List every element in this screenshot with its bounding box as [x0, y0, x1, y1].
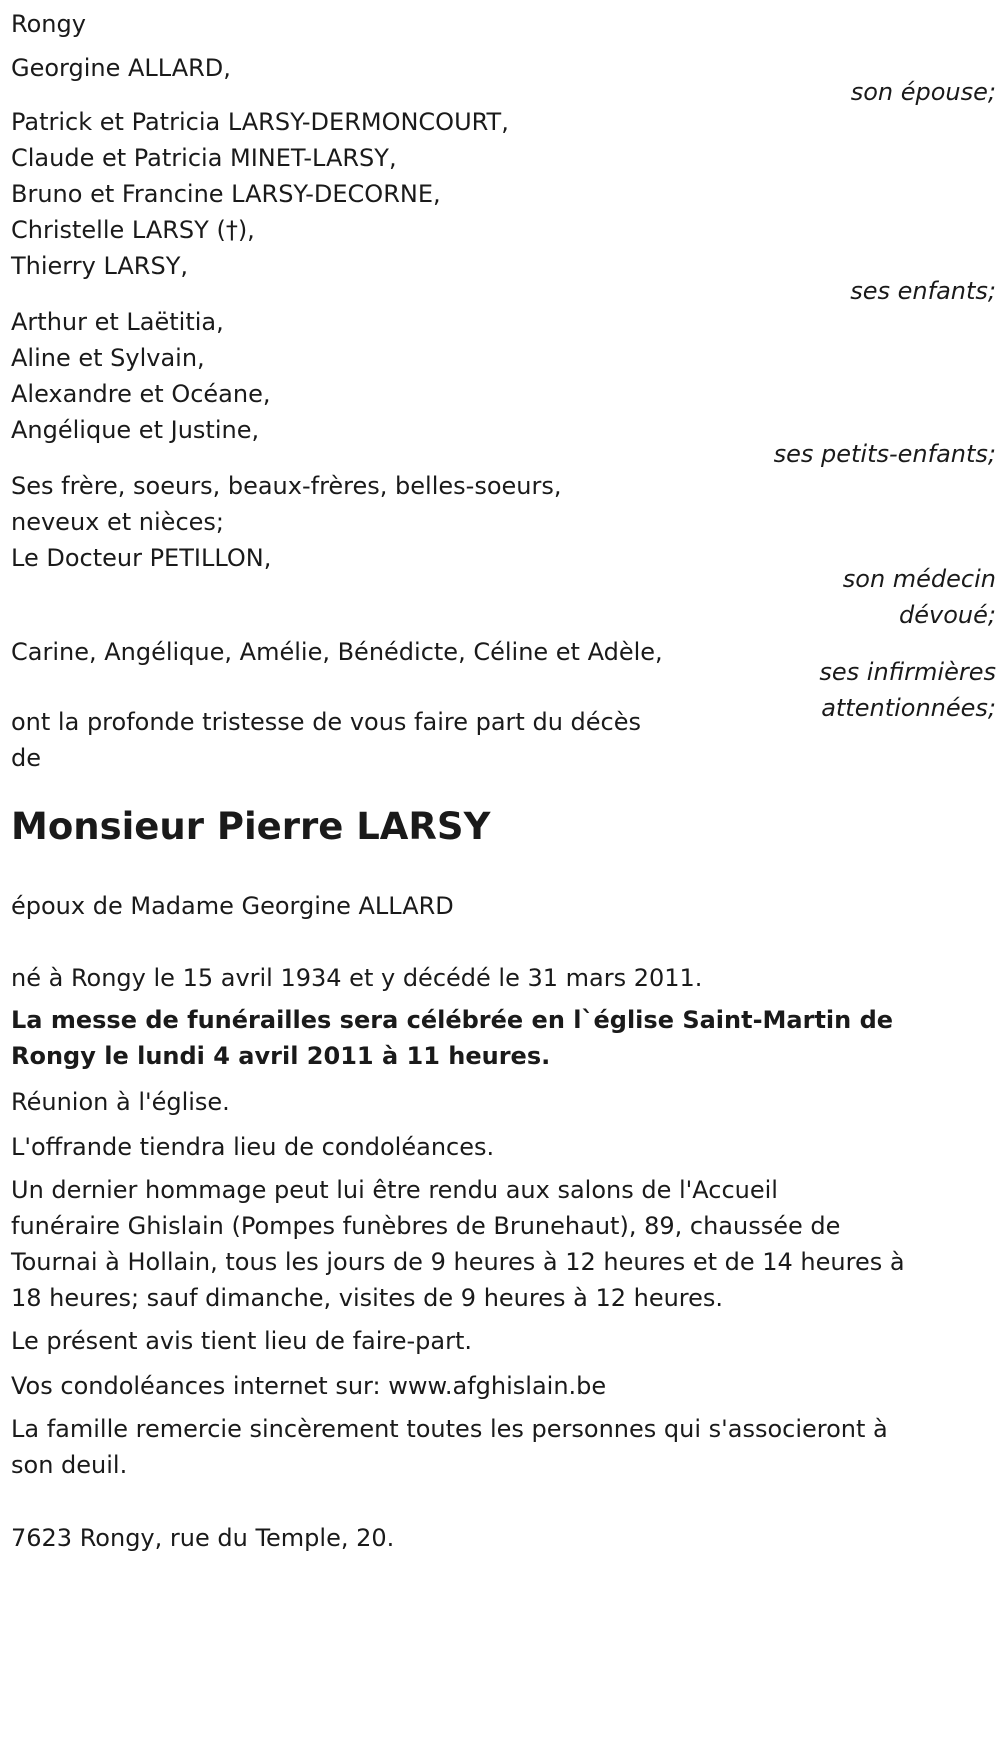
relation-label-grandchildren — [774, 434, 996, 474]
notice-line: Le présent avis tient lieu de faire-part. — [11, 1327, 473, 1355]
relation-label-nurses — [819, 654, 996, 726]
mass-line: La messe de funérailles sera célébrée en l`église Saint-Martin de — [11, 1006, 894, 1034]
family-group-grandchildren — [11, 304, 271, 448]
condolences-line: Vos condoléances internet sur: www.afghislain.be — [11, 1372, 607, 1400]
family-group-children — [11, 104, 509, 284]
funeral-mass — [11, 1002, 893, 1074]
family-name-line: Bruno et Francine LARSY-DECORNE, — [11, 180, 441, 208]
deceased-name: Monsieur Pierre LARSY — [11, 805, 491, 848]
relation-line: ses petits-enfants; — [773, 440, 996, 468]
address-line: 7623 Rongy, rue du Temple, 20. — [11, 1524, 395, 1552]
relation-line: ses infirmières — [819, 658, 996, 686]
announcement — [11, 704, 641, 776]
family-name-line: Aline et Sylvain, — [11, 344, 205, 372]
family-name-line: Carine, Angélique, Amélie, Bénédicte, Céline et Adèle, — [11, 638, 663, 666]
family-group-nurses — [11, 632, 663, 672]
relation-label-doctor — [843, 561, 996, 633]
relation-line: son épouse; — [850, 78, 996, 106]
relation-line: dévoué; — [899, 601, 996, 629]
homage-paragraph — [11, 1172, 905, 1316]
relation-label-spouse — [851, 72, 996, 112]
announcement-line: de — [11, 744, 41, 772]
thanks-line: son deuil. — [11, 1451, 128, 1479]
thanks-paragraph — [11, 1411, 888, 1483]
place-header: Rongy — [11, 10, 86, 38]
family-name-line: Christelle LARSY (†), — [11, 216, 255, 244]
homage-line: Un dernier hommage peut lui être rendu aux salons de l'Accueil — [11, 1176, 778, 1204]
family-name-line: Angélique et Justine, — [11, 416, 260, 444]
offering-line: L'offrande tiendra lieu de condoléances. — [11, 1133, 495, 1161]
family-group-siblings-doctor — [11, 468, 561, 576]
relation-line: ses enfants; — [850, 277, 996, 305]
family-name-line: Le Docteur PETILLON, — [11, 544, 272, 572]
family-group-spouse — [11, 48, 231, 88]
relation-line: attentionnées; — [821, 694, 996, 722]
family-name-line: neveux et nièces; — [11, 508, 224, 536]
homage-line: Tournai à Hollain, tous les jours de 9 heures à 12 heures et de 14 heures à — [11, 1248, 905, 1276]
spouse-line: époux de Madame Georgine ALLARD — [11, 892, 454, 920]
family-name-line: Arthur et Laëtitia, — [11, 308, 224, 336]
relation-line: son médecin — [842, 565, 996, 593]
birth-death-line: né à Rongy le 15 avril 1934 et y décédé le 31 mars 2011. — [11, 964, 703, 992]
family-name-line: Alexandre et Océane, — [11, 380, 271, 408]
mass-line: Rongy le lundi 4 avril 2011 à 11 heures. — [11, 1042, 551, 1070]
thanks-line: La famille remercie sincèrement toutes les personnes qui s'associeront à — [11, 1415, 888, 1443]
announcement-line: ont la profonde tristesse de vous faire part du décès — [11, 708, 641, 736]
meeting-line: Réunion à l'église. — [11, 1088, 230, 1116]
family-name-line: Thierry LARSY, — [11, 252, 188, 280]
family-name-line: Georgine ALLARD, — [11, 54, 231, 82]
homage-line: funéraire Ghislain (Pompes funèbres de Brunehaut), 89, chaussée de — [11, 1212, 841, 1240]
relation-label-children — [850, 271, 996, 311]
family-name-line: Patrick et Patricia LARSY-DERMONCOURT, — [11, 108, 509, 136]
homage-line: 18 heures; sauf dimanche, visites de 9 heures à 12 heures. — [11, 1284, 724, 1312]
family-name-line: Claude et Patricia MINET-LARSY, — [11, 144, 397, 172]
family-name-line: Ses frère, soeurs, beaux-frères, belles-soeurs, — [11, 472, 562, 500]
